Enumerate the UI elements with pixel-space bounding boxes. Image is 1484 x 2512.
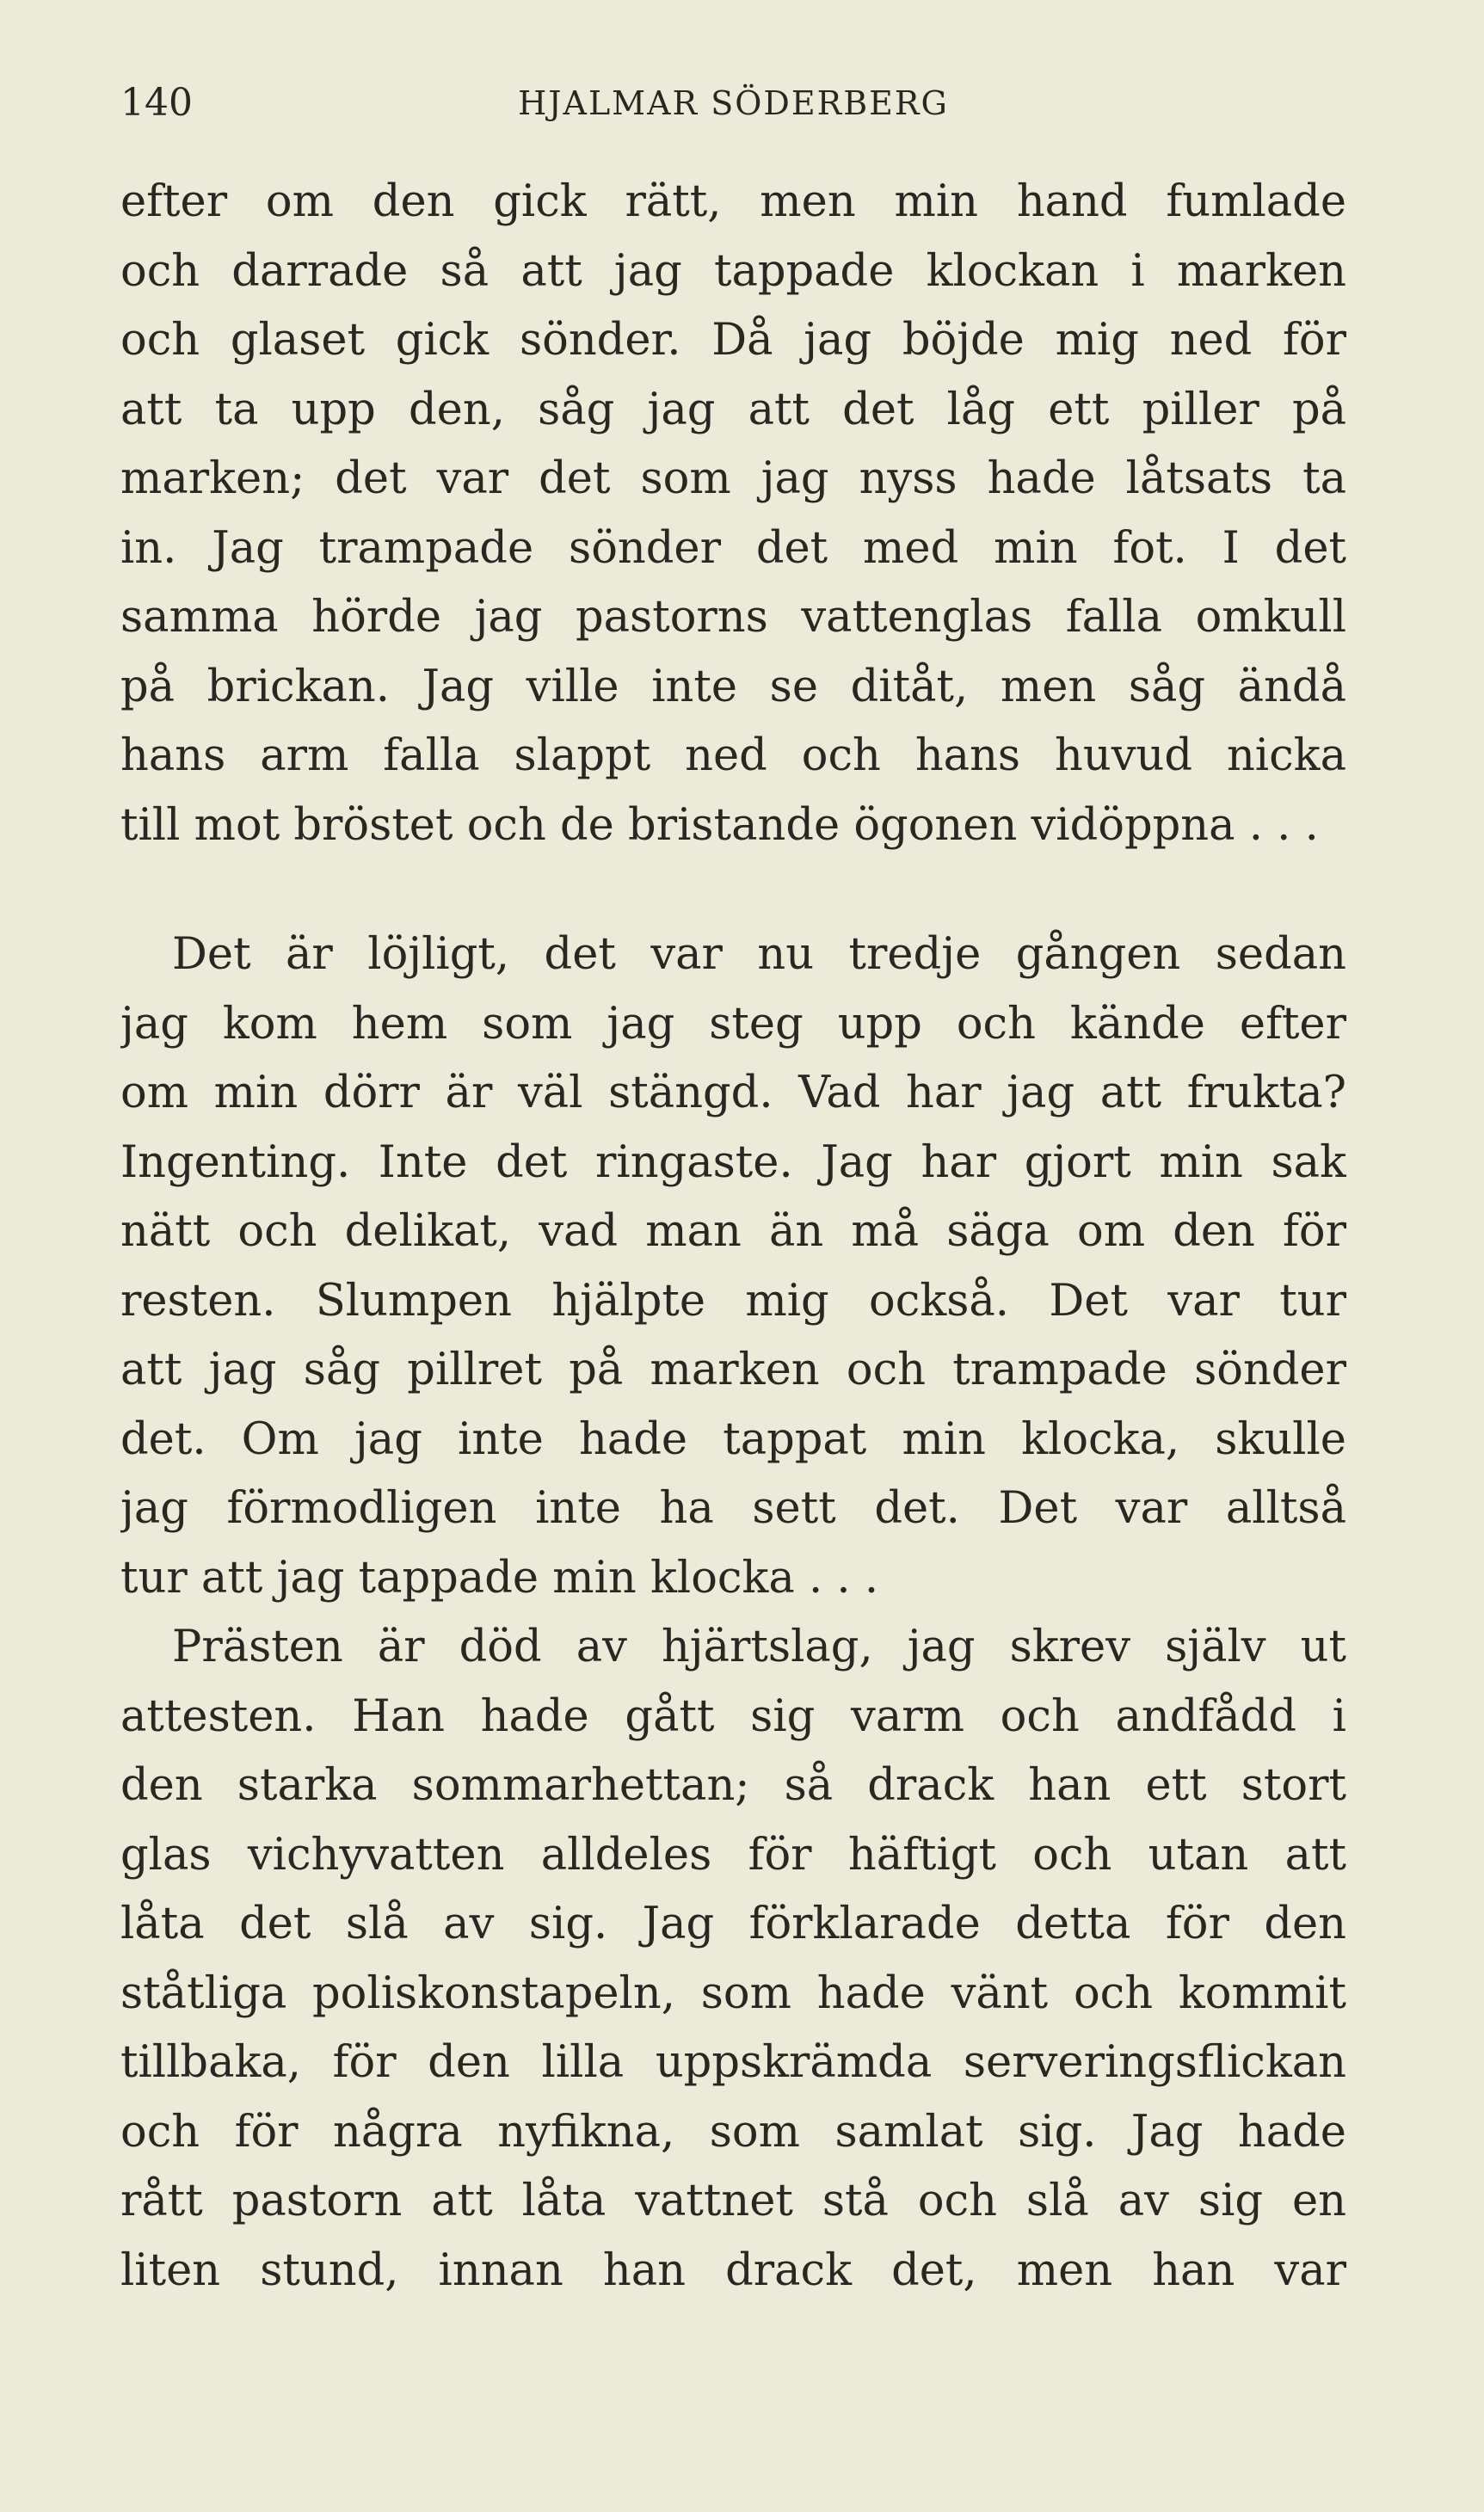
text-line: Prästen är död av hjärtslag, jag skrev själv ut (172, 1622, 1346, 1672)
text-line: hans arm falla slappt ned och hans huvud nicka (120, 730, 1346, 781)
text-line: och darrade så att jag tappade klockan i marken (120, 245, 1346, 297)
running-head: HJALMAR SÖDERBERG (518, 84, 949, 122)
text-line: tur att jag tappade min klocka . . . (120, 1552, 879, 1604)
text-line: marken; det var det som jag nyss hade låtsats ta (120, 453, 1346, 504)
text-line: jag förmodligen inte ha sett det. Det var alltså (120, 1483, 1346, 1534)
text-line: rått pastorn att låta vattnet stå och slå av sig en (120, 2176, 1346, 2226)
text-line: resten. Slumpen hjälpte mig också. Det var tur (120, 1275, 1346, 1327)
text-line: på brickan. Jag ville inte se ditåt, men såg ändå (120, 661, 1346, 712)
page-number: 140 (120, 81, 193, 125)
text-line: ståtliga poliskonstapeln, som hade vänt och kommit (120, 1967, 1346, 2019)
body-text (120, 168, 1346, 2306)
paragraph-2 (120, 920, 1346, 1613)
text-line: om min dörr är väl stängd. Vad har jag att frukta? (120, 1068, 1346, 1118)
text-line: och glaset gick sönder. Då jag böjde mig ned för (120, 315, 1346, 366)
text-line: och för några nyfikna, som samlat sig. Jag hade (120, 2106, 1346, 2158)
text-line: till mot bröstet och de bristande ögonen vidöppna . . . (120, 799, 1319, 851)
text-line: liten stund, innan han drack det, men han var (120, 2244, 1346, 2296)
text-line: att ta upp den, såg jag att det låg ett piller på (120, 384, 1346, 435)
text-line: glas vichyvatten alldeles för häftigt och utan att (120, 1829, 1346, 1881)
text-line: den starka sommarhettan; så drack han ett stort (120, 1760, 1346, 1811)
page-header (120, 77, 1346, 129)
text-line: efter om den gick rätt, men min hand fumlade (120, 176, 1346, 227)
text-line: tillbaka, för den lilla uppskrämda serveringsflickan (120, 2037, 1346, 2088)
text-line: in. Jag trampade sönder det med min fot. I det (120, 522, 1346, 574)
text-line: Det är löjligt, det var nu tredje gången sedan (172, 929, 1346, 980)
text-line: attesten. Han hade gått sig varm och andfådd i (120, 1690, 1346, 1742)
text-line: samma hörde jag pastorns vattenglas falla omkull (120, 592, 1346, 643)
paragraph-1 (120, 168, 1346, 860)
text-line: Ingenting. Inte det ringaste. Jag har gjort min sak (120, 1136, 1346, 1188)
text-line: nätt och delikat, vad man än må säga om den för (120, 1206, 1346, 1257)
text-line: det. Om jag inte hade tappat min klocka, skulle (120, 1413, 1346, 1465)
section-break (120, 860, 1346, 920)
text-line: att jag såg pillret på marken och trampade sönder (120, 1345, 1346, 1395)
paragraph-3 (120, 1613, 1346, 2306)
text-line: låta det slå av sig. Jag förklarade detta för den (120, 1899, 1346, 1949)
text-line: jag kom hem som jag steg upp och kände efter (120, 998, 1346, 1050)
